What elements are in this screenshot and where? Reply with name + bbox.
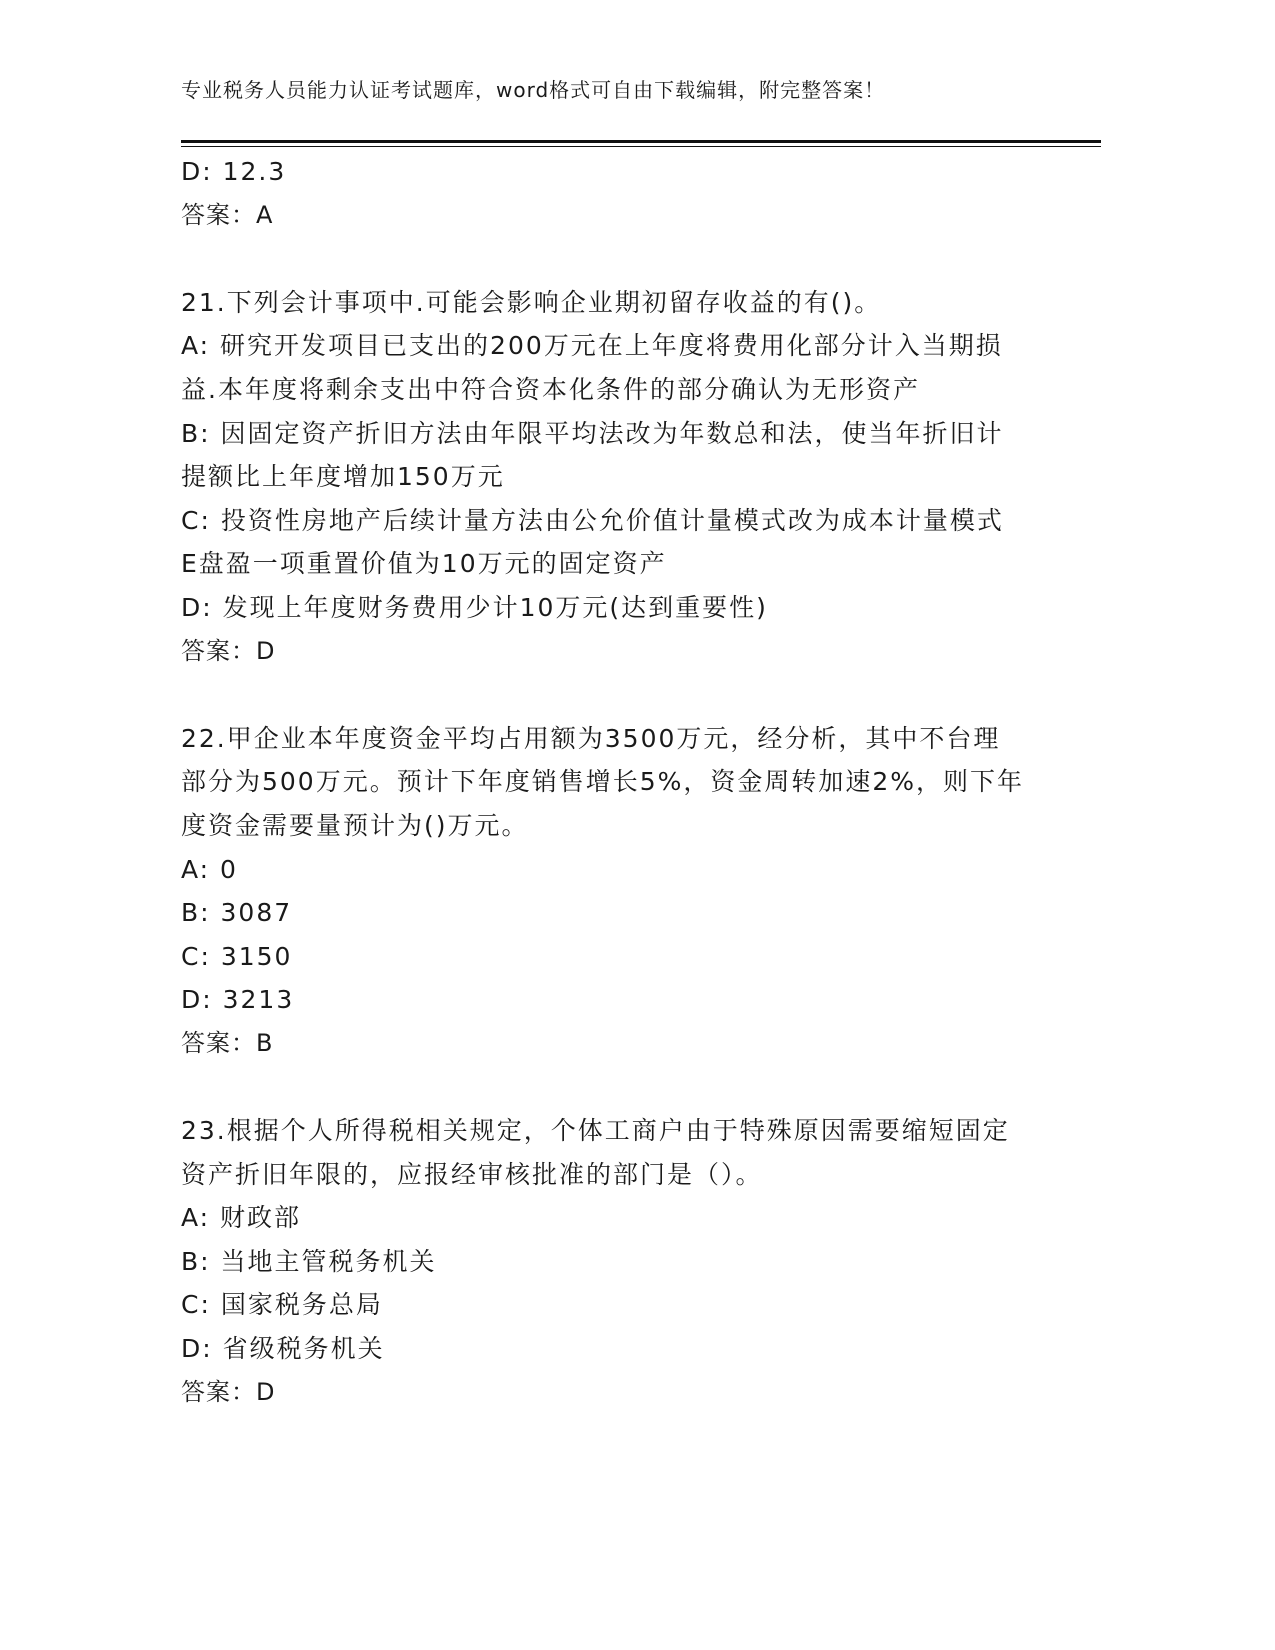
question-stem-line: 部分为500万元。预计下年度销售增长5%，资金周转加速2%，则下年 — [181, 767, 1025, 797]
question-23 — [181, 1109, 1041, 1414]
option-a-line: A: 研究开发项目已支出的200万元在上年度将费用化部分计入当期损 — [181, 331, 1003, 361]
question-stem-line: 21.下列会计事项中.可能会影响企业期初留存收益的有()。 — [181, 287, 882, 317]
question-content — [181, 150, 1041, 1414]
answer: 答案：D — [181, 636, 276, 665]
spacer — [181, 673, 1041, 717]
prev-option-d: D: 12.3 — [181, 157, 287, 186]
option-b-line: B: 当地主管税务机关 — [181, 1246, 437, 1276]
answer: 答案：B — [181, 1028, 274, 1057]
prev-answer: 答案：A — [181, 200, 274, 229]
spacer — [181, 237, 1041, 281]
spacer — [181, 1065, 1041, 1109]
page-header: 专业税务人员能力认证考试题库，word格式可自由下载编辑，附完整答案！ — [181, 78, 886, 102]
option-c-line: C: 国家税务总局 — [181, 1290, 383, 1320]
question-22 — [181, 717, 1041, 1066]
option-c-line: C: 3150 — [181, 941, 293, 971]
option-d-line: D: 3213 — [181, 985, 295, 1015]
option-c-line: C: 投资性房地产后续计量方法由公允价值计量模式改为成本计量模式 — [181, 505, 1004, 535]
question-stem-line: 23.根据个人所得税相关规定，个体工商户由于特殊原因需要缩短固定 — [181, 1116, 1010, 1146]
header-rule-thick — [181, 140, 1101, 143]
header-rule-thin — [181, 146, 1101, 147]
option-a-line: 益.本年度将剩余支出中符合资本化条件的部分确认为无形资产 — [181, 374, 920, 404]
option-d-line: D: 发现上年度财务费用少计10万元(达到重要性) — [181, 592, 768, 622]
option-c-line: E盘盈一项重置价值为10万元的固定资产 — [181, 549, 667, 579]
question-stem-line: 度资金需要量预计为()万元。 — [181, 810, 529, 840]
option-b-line: 提额比上年度增加150万元 — [181, 462, 505, 492]
question-21 — [181, 281, 1041, 673]
option-b-line: B: 因固定资产折旧方法由年限平均法改为年数总和法，使当年折旧计 — [181, 418, 1004, 448]
answer: 答案：D — [181, 1377, 276, 1406]
question-stem-line: 22.甲企业本年度资金平均占用额为3500万元，经分析，其中不台理 — [181, 723, 1001, 753]
question-stem-line: 资产折旧年限的，应报经审核批准的部门是（）。 — [181, 1159, 763, 1189]
option-b-line: B: 3087 — [181, 898, 293, 928]
option-a-line: A: 财政部 — [181, 1203, 302, 1233]
option-a-line: A: 0 — [181, 854, 238, 884]
option-d-line: D: 省级税务机关 — [181, 1334, 385, 1364]
